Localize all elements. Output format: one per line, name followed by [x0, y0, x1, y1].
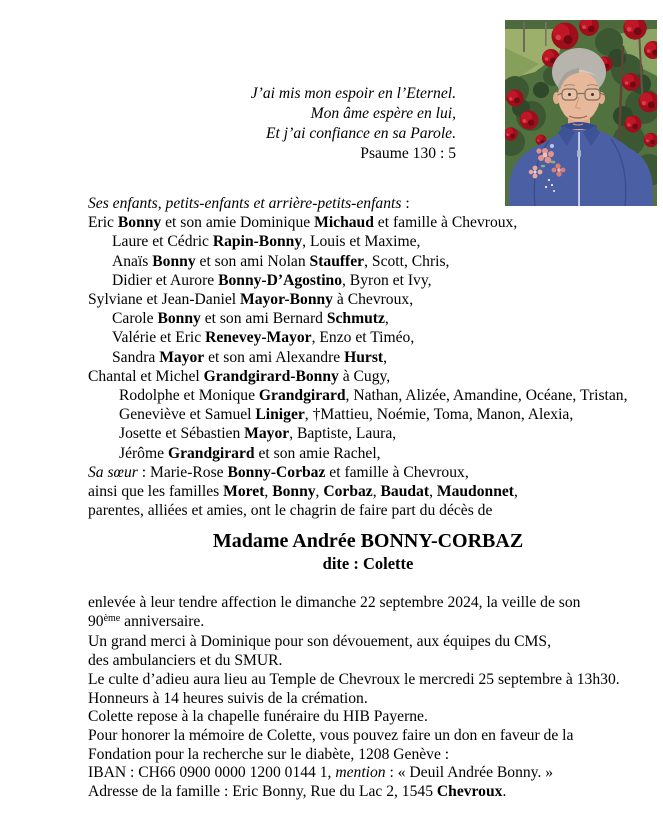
text-segment: et son ami Alexandre — [204, 348, 345, 366]
text-line — [88, 690, 648, 709]
text-line — [88, 633, 648, 652]
text-segment: et famille à Chevroux, — [325, 463, 469, 481]
text-segment: à Cugy, — [338, 367, 391, 385]
text-line — [88, 386, 648, 405]
text-segment: Chantal et Michel — [88, 367, 204, 385]
text-line — [88, 727, 648, 746]
text-segment: Schmutz — [326, 310, 385, 328]
text-line — [88, 367, 648, 386]
text-segment: à Chevroux, — [332, 291, 414, 309]
text-segment: , — [383, 348, 387, 366]
text-segment: Valérie et Eric — [112, 329, 206, 347]
deceased-nickname: dite : Colette — [322, 554, 414, 573]
text-segment: . — [502, 783, 507, 801]
text-line — [88, 309, 648, 328]
text-segment: Bonny — [152, 252, 196, 270]
text-line — [88, 613, 648, 634]
text-segment: Maudonnet — [436, 483, 514, 501]
announcement-details — [88, 594, 648, 802]
text-line — [88, 652, 648, 671]
text-line — [88, 213, 648, 232]
text-segment: Rodolphe et Monique — [119, 387, 259, 405]
text-segment: enlevée à leur tendre affection le dimanche 22 septembre 2024, la veille de son — [88, 594, 581, 611]
text-line — [88, 764, 648, 783]
text-line — [88, 104, 456, 124]
deceased-name: Madame Andrée BONNY-CORBAZ — [212, 530, 524, 552]
text-segment: Baudat — [380, 483, 430, 501]
deceased-name-block — [88, 530, 648, 574]
text-line — [88, 746, 648, 765]
text-segment: ème — [103, 612, 121, 624]
text-segment: Et j’ai confiance en sa Parole. — [266, 125, 456, 142]
text-segment: Renevey-Mayor — [205, 329, 312, 347]
text-segment: Bonny — [157, 310, 201, 328]
text-segment: Didier et Aurore — [112, 271, 219, 289]
text-segment: : « Deuil Andrée Bonny. » — [385, 764, 554, 782]
text-segment: Bonny — [117, 214, 162, 232]
text-segment: , — [372, 483, 381, 501]
text-segment: IBAN : CH66 0900 0000 1200 0144 1, — [88, 764, 336, 782]
text-segment: Laure et Cédric — [112, 233, 213, 251]
text-segment: et son amie Rachel, — [254, 444, 381, 462]
text-segment: Mon âme espère en lui, — [310, 105, 456, 122]
text-segment: Hurst — [344, 348, 384, 366]
text-line — [88, 271, 648, 290]
text-segment: des ambulanciers et du SMUR. — [88, 652, 283, 670]
text-segment: Stauffer — [309, 252, 365, 270]
text-segment: , †Mattieu, Noémie, Toma, Manon, Alexia, — [304, 406, 574, 424]
text-segment: , — [513, 483, 518, 501]
text-line — [88, 444, 648, 463]
text-segment: Josette et Sébastien — [119, 425, 245, 443]
text-segment: Corbaz — [323, 483, 373, 501]
text-segment: anniversaire. — [120, 612, 205, 630]
text-segment: , — [384, 310, 389, 328]
text-segment: Grandgirard-Bonny — [203, 367, 339, 385]
text-segment: : — [401, 195, 410, 212]
text-line — [88, 671, 648, 690]
text-line — [88, 232, 648, 251]
text-segment: , Nathan, Alizée, Amandine, Océane, Tristan, — [345, 387, 628, 405]
text-segment: parentes, alliées et amies, ont le chagrin de faire part du décès de — [88, 502, 493, 520]
text-segment: Ses enfants, petits-enfants et arrière-petits-enfants — [88, 195, 402, 212]
text-segment: , Byron et Ivy, — [342, 271, 432, 289]
text-line — [88, 482, 648, 501]
text-segment: Bonny-D’Agostino — [218, 271, 342, 289]
text-segment: et son ami Nolan — [195, 252, 310, 270]
text-line — [88, 405, 648, 424]
text-segment: J’ai mis mon espoir en l’Eternel. — [250, 85, 456, 102]
text-segment: Jérôme — [119, 444, 168, 462]
text-line — [88, 124, 456, 144]
text-line — [88, 501, 648, 520]
text-segment: mention — [335, 764, 386, 782]
portrait-photo — [505, 20, 657, 206]
text-line — [88, 84, 456, 104]
text-segment: , — [264, 483, 273, 501]
text-segment: Eric — [88, 214, 118, 232]
family-list — [88, 194, 648, 520]
text-segment: Carole — [112, 310, 158, 328]
text-segment: et son ami Bernard — [200, 310, 327, 328]
text-segment: , Baptiste, Laura, — [289, 425, 397, 443]
text-segment: Colette repose à la chapelle funéraire du HIB Payerne. — [88, 708, 428, 726]
text-segment: , — [315, 483, 324, 501]
text-segment: , Enzo et Timéo, — [311, 329, 415, 347]
text-segment: Bonny-Corbaz — [227, 463, 326, 481]
text-segment: ainsi que les familles — [88, 483, 224, 501]
text-segment: et son amie Dominique — [161, 214, 315, 232]
text-segment: Liniger — [255, 406, 305, 424]
text-line — [88, 424, 648, 443]
text-segment: , Louis et Maxime, — [302, 233, 421, 251]
text-line — [88, 708, 648, 727]
text-segment: Un grand merci à Dominique pour son dévouement, aux équipes du CMS, — [88, 633, 551, 651]
text-segment: Pour honorer la mémoire de Colette, vous pouvez faire un don en faveur de la — [88, 726, 574, 744]
text-segment: Sa sœur — [88, 463, 138, 481]
text-segment: et famille à Chevroux, — [373, 214, 518, 232]
text-segment: Anaïs — [112, 252, 153, 270]
text-line — [88, 463, 648, 482]
text-line — [88, 290, 648, 309]
text-segment: Sandra — [112, 348, 160, 366]
text-segment: Honneurs à 14 heures suivis de la crémation. — [88, 689, 368, 707]
text-line — [88, 348, 648, 367]
text-segment: : Marie-Rose — [137, 463, 228, 481]
text-segment: Fondation pour la recherche sur le diabète, 1208 Genève : — [88, 745, 450, 763]
text-line — [88, 328, 648, 347]
text-segment: Michaud — [314, 214, 374, 232]
text-line — [88, 594, 648, 613]
text-segment: Moret — [223, 483, 265, 501]
text-segment: Mayor — [244, 425, 290, 443]
text-line — [88, 194, 648, 213]
text-segment: Mayor-Bonny — [240, 291, 333, 309]
text-segment: Geneviève et Samuel — [119, 406, 256, 424]
text-segment: Grandgirard — [167, 444, 255, 462]
text-line — [88, 783, 648, 802]
text-segment: Mayor — [159, 348, 205, 366]
text-line — [88, 252, 648, 271]
text-segment: Chevroux — [436, 783, 503, 801]
text-line — [88, 144, 456, 164]
portrait-photo-illustration — [505, 20, 657, 206]
epigraph-quote — [88, 84, 456, 164]
text-segment: , — [429, 483, 437, 501]
text-segment: Le culte d’adieu aura lieu au Temple de Chevroux le mercredi 25 septembre à 13h30. — [88, 670, 620, 688]
text-segment: 90 — [88, 612, 104, 630]
text-segment: Bonny — [272, 483, 316, 501]
text-segment: Adresse de la famille : Eric Bonny, Rue du Lac 2, 1545 — [88, 783, 437, 801]
text-segment: , Scott, Chris, — [364, 252, 450, 270]
text-segment: Rapin-Bonny — [212, 233, 303, 251]
text-segment: Grandgirard — [258, 387, 346, 405]
text-segment: Psaume 130 : 5 — [360, 145, 456, 162]
text-segment: Sylviane et Jean-Daniel — [88, 291, 240, 309]
